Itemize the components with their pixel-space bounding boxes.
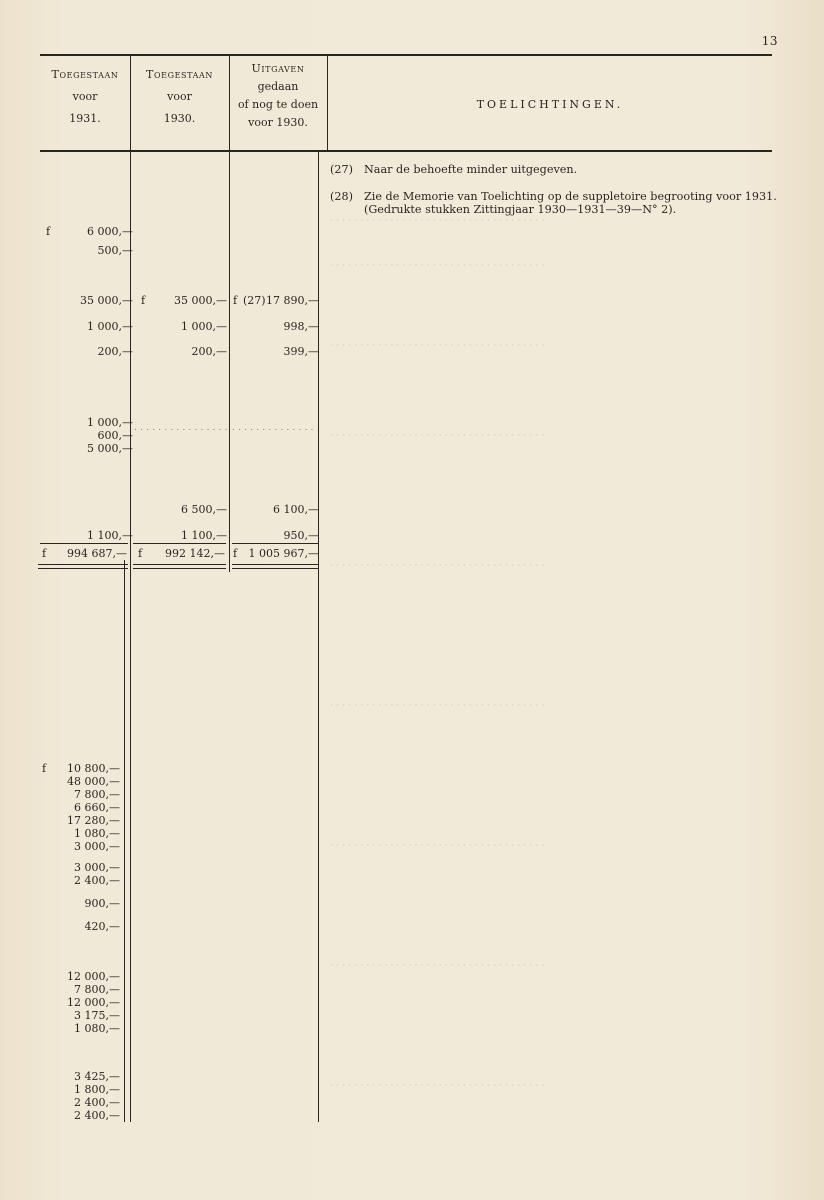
bleed-through-texture: · · · · · · · · · · · · · · · · · · · · · · · · · · · · · · · · · · · · xyxy=(330,340,545,351)
amount-cell: 6 100,— xyxy=(273,503,319,516)
amount-cell: 12 000,— xyxy=(67,970,120,983)
amount-cell: 950,— xyxy=(283,529,319,542)
header-col-uitgaven-line2: gedaan xyxy=(257,80,299,93)
amount-cell: 17 280,— xyxy=(67,814,120,827)
amount-cell: 35 000,— xyxy=(80,294,133,307)
bleed-through-texture: · · · · · · · · · · · · · · · · · · · · · · · · · · · · · · · · · · · · xyxy=(330,260,545,271)
bleed-through-texture: · · · · · · · · · · · · · · · · · · · · · · · · · · · · · · · · · · · · xyxy=(330,960,545,971)
col-divider-0-body xyxy=(124,560,125,1122)
currency-symbol: f xyxy=(46,225,51,238)
amount-cell: 420,— xyxy=(84,920,120,933)
amount-cell: 1 800,— xyxy=(74,1083,120,1096)
bleed-through-texture: · · · · · · · · · · · · · · · · · · · · · · · · · · · · · · · · · · · · xyxy=(330,700,545,711)
bleed-through-texture: · · · · · · · · · · · · · · · · · · · · · · · · · · · · · · · · · · · · xyxy=(330,840,545,851)
amount-cell: 500,— xyxy=(97,244,133,257)
header-col-1930 xyxy=(130,64,229,130)
header-col-1931-line2: voor xyxy=(72,90,98,103)
header-col-1930-line3: 1930. xyxy=(163,112,196,125)
dotted-leader: . . . . . . . . . . . . . . . . xyxy=(134,422,228,433)
total-double-rule xyxy=(133,564,226,565)
page-number: 13 xyxy=(761,34,778,48)
note-text: Naar de behoefte minder uitgegeven. xyxy=(364,163,578,176)
bleed-through-texture: · · · · · · · · · · · · · · · · · · · · · · · · · · · · · · · · · · · · xyxy=(330,430,545,441)
header-col-uitgaven-title: Uitgaven xyxy=(251,62,305,75)
total-double-rule xyxy=(38,568,128,569)
amount-cell: 1 100,— xyxy=(181,529,227,542)
top-rule xyxy=(40,54,772,56)
amount-cell: 3 175,— xyxy=(74,1009,120,1022)
header-bottom-rule xyxy=(40,150,772,152)
amount-cell: 2 400,— xyxy=(74,1096,120,1109)
header-col-1930-title: Toegestaan xyxy=(146,68,213,81)
amount-cell: 1 000,— xyxy=(87,320,133,333)
amount-cell: 200,— xyxy=(191,345,227,358)
amount-cell: 6 660,— xyxy=(74,801,120,814)
total-rule-above xyxy=(232,543,318,544)
currency-symbol: f xyxy=(233,294,238,307)
amount-cell: 200,— xyxy=(97,345,133,358)
note-text: Zie de Memorie van Toelichting op de suppletoire begrooting voor 1931. xyxy=(364,190,777,203)
col-divider-3 xyxy=(327,56,328,150)
currency-symbol: f xyxy=(42,762,47,775)
amount-cell: 10 800,— xyxy=(67,762,120,775)
amount-cell: 600,— xyxy=(97,429,133,442)
currency-symbol: f xyxy=(141,294,146,307)
amount-cell: 2 400,— xyxy=(74,1109,120,1122)
total-rule-above xyxy=(133,543,226,544)
total-1930: 992 142,— xyxy=(165,547,225,560)
amount-cell: 1 000,— xyxy=(181,320,227,333)
header-col-1931-line3: 1931. xyxy=(69,112,101,125)
header-col-uitgaven-line4: voor 1930. xyxy=(248,116,308,129)
bleed-through-texture: · · · · · · · · · · · · · · · · · · · · · · · · · · · · · · · · · · · · xyxy=(330,560,545,571)
total-double-rule xyxy=(133,568,226,569)
total-double-rule xyxy=(38,564,128,565)
amount-cell: 3 425,— xyxy=(74,1070,120,1083)
total-1931: 994 687,— xyxy=(67,547,127,560)
amount-cell: 900,— xyxy=(84,897,120,910)
header-col-1931-title: Toegestaan xyxy=(51,68,119,81)
currency-symbol: f xyxy=(138,547,143,560)
amount-cell: 3 000,— xyxy=(74,861,120,874)
total-double-rule xyxy=(232,564,318,565)
header-toelichtingen: TOELICHTINGEN. xyxy=(476,98,624,111)
amount-cell: 12 000,— xyxy=(67,996,120,1009)
amount-cell: 17 890,— xyxy=(266,294,319,307)
total-uitgaven: 1 005 967,— xyxy=(248,547,319,560)
amount-cell: 1 100,— xyxy=(87,529,133,542)
header-col-uitgaven-line3: of nog te doen xyxy=(237,98,319,111)
amount-cell: 7 800,— xyxy=(74,788,120,801)
amount-cell: 399,— xyxy=(283,345,319,358)
amount-cell: 3 000,— xyxy=(74,840,120,853)
amount-cell: 1 080,— xyxy=(74,1022,120,1035)
amount-cell: 1 080,— xyxy=(74,827,120,840)
note-number: (28) xyxy=(330,190,353,203)
currency-symbol: f xyxy=(233,547,238,560)
amount-cell: 48 000,— xyxy=(67,775,120,788)
total-rule-above xyxy=(40,543,128,544)
note-text-line2: (Gedrukte stukken Zittingjaar 1930—1931—39—N° 2). xyxy=(364,203,677,216)
amount-cell: 5 000,— xyxy=(87,442,133,455)
amount-cell: 6 000,— xyxy=(87,225,133,238)
header-col-uitgaven xyxy=(229,60,327,132)
currency-symbol: f xyxy=(42,547,47,560)
amount-cell: 2 400,— xyxy=(74,874,120,887)
amount-cell: 7 800,— xyxy=(74,983,120,996)
bleed-through-texture: · · · · · · · · · · · · · · · · · · · · · · · · · · · · · · · · · · · · xyxy=(330,1080,545,1091)
amount-cell: 1 000,— xyxy=(87,416,133,429)
amount-cell: 35 000,— xyxy=(174,294,227,307)
dotted-leader: . . . . . . . . . . . . . . xyxy=(232,422,314,433)
header-col-1930-line2: voor xyxy=(167,90,192,103)
header-col-1931 xyxy=(40,64,130,130)
note-reference: (27) xyxy=(243,294,266,307)
note-number: (27) xyxy=(330,163,353,176)
bleed-through-texture: · · · · · · · · · · · · · · · · · · · · · · · · · · · · · · · · · · · · xyxy=(330,215,545,226)
amount-cell: 6 500,— xyxy=(181,503,227,516)
total-double-rule xyxy=(232,568,318,569)
col-divider-2-body xyxy=(229,152,230,572)
amount-cell: 998,— xyxy=(283,320,319,333)
